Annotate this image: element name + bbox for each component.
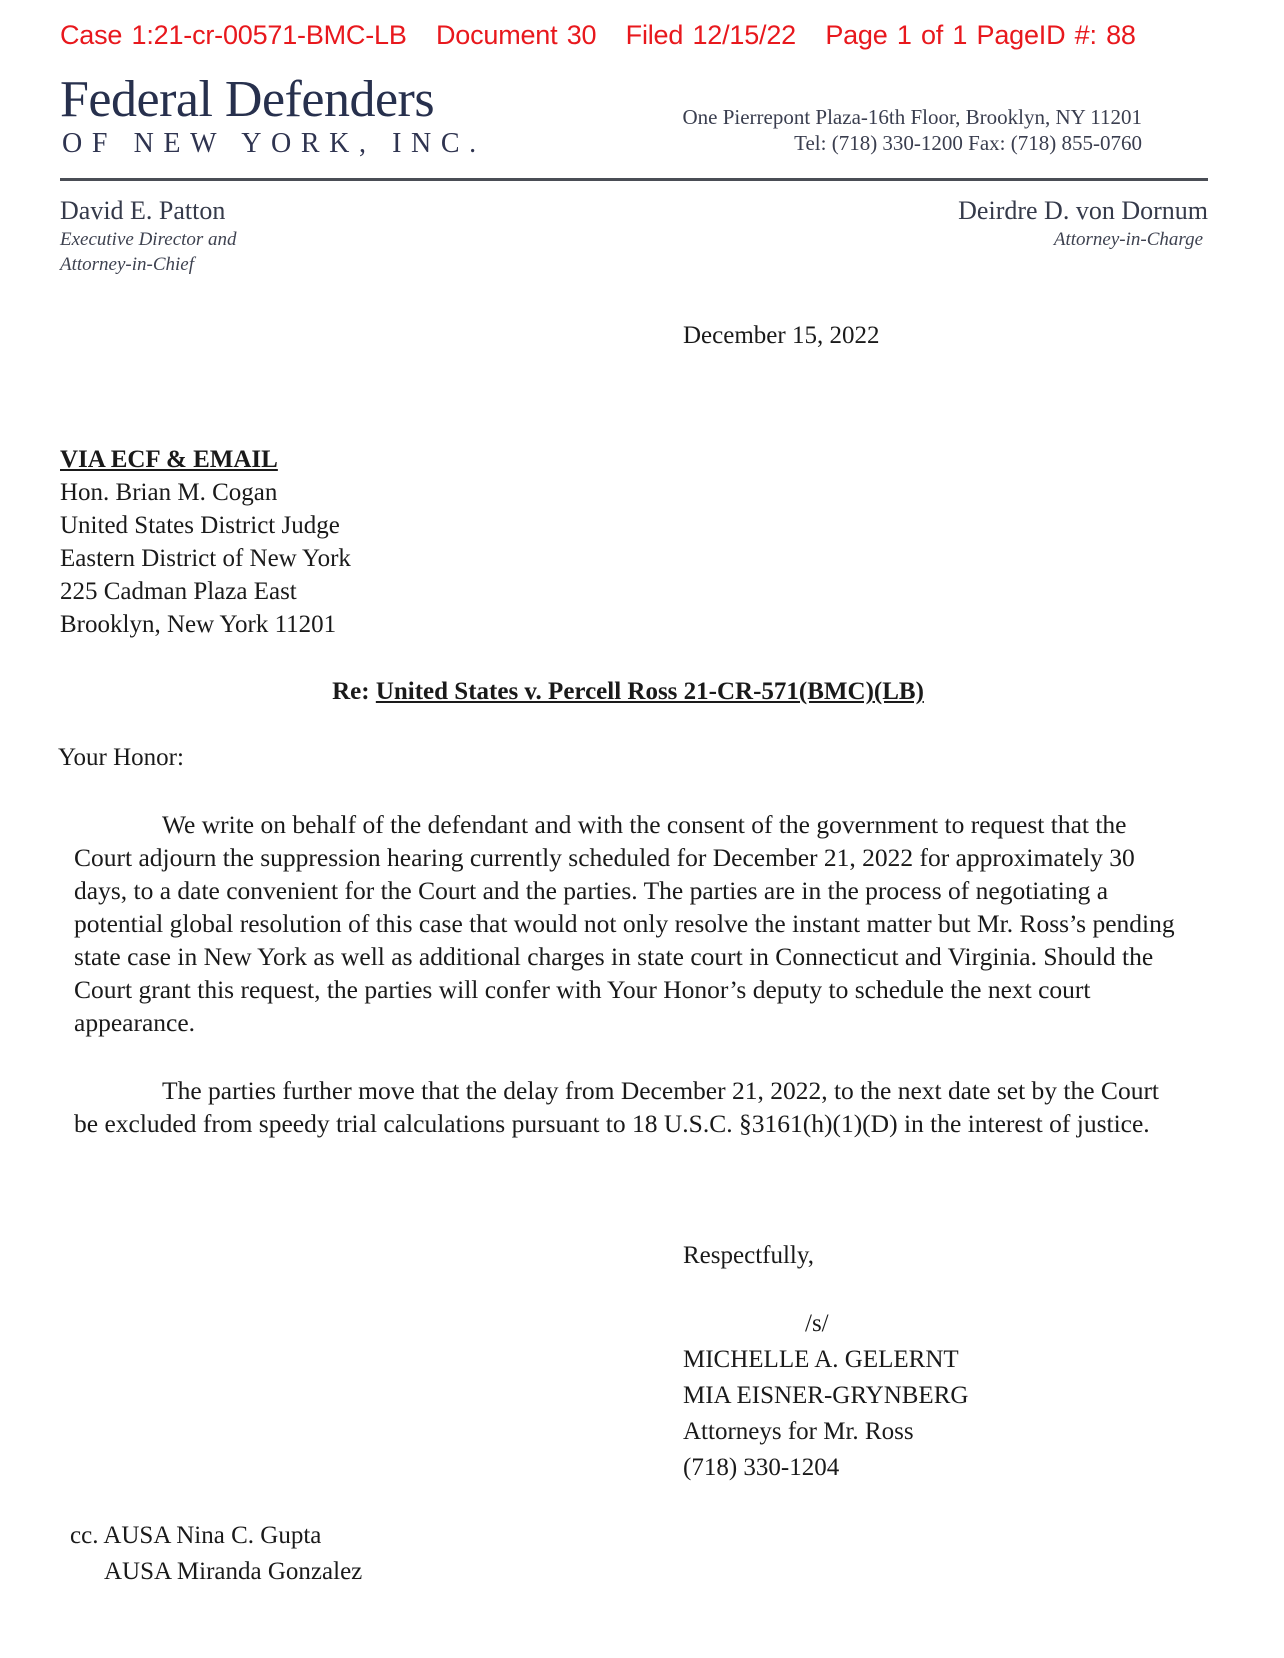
salutation: Your Honor: [58,744,184,771]
addressee-block [60,443,351,641]
filing-stamp [60,20,1156,51]
left-officer-name: David E. Patton [60,196,226,225]
signatory-role: Attorneys for Mr. Ross [683,1418,914,1445]
addressee-line: Brooklyn, New York 11201 [60,611,337,638]
org-address: One Pierrepont Plaza-16th Floor, Brooklyn, NY 11201 [682,105,1142,129]
cc-line-1: cc. AUSA Nina C. Gupta [70,1522,322,1549]
delivery-method: VIA ECF & EMAIL [60,446,278,473]
left-officer [60,195,237,277]
paragraph-text: The parties further move that the delay from December 21, 2022, to the next date set by the Court be excluded from speedy trial calculations pursuant to 18 U.S.C. §3161(h)(1)(D) in the interest of justice. [74,1076,1160,1138]
page-id: Page 1 of 1 PageID #: 88 [825,20,1136,50]
body-paragraph-2 [74,1074,1184,1140]
cc-line-2: AUSA Miranda Gonzalez [104,1558,363,1585]
right-officer-title: Attorney-in-Charge [1053,229,1203,250]
cc-block [70,1518,362,1590]
right-officer [958,195,1208,252]
re-case-title: United States v. Percell Ross 21-CR-571(BMC)(LB) [375,678,924,705]
left-officer-title-1: Executive Director and [60,229,237,250]
re-label: Re: [332,678,370,705]
org-subtitle: OF NEW YORK, INC. [62,128,486,159]
addressee-line: Hon. Brian M. Cogan [60,479,278,506]
filed-date: Filed 12/15/22 [625,20,796,50]
signatory-name: MICHELLE A. GELERNT [683,1346,959,1373]
signature-mark: /s/ [805,1310,829,1337]
closing: Respectfully, [683,1242,814,1269]
org-address-block [682,104,1142,156]
signatory-phone: (718) 330-1204 [683,1454,840,1481]
addressee-line: 225 Cadman Plaza East [60,578,297,605]
left-officer-title-2: Attorney-in-Chief [60,254,195,275]
right-officer-name: Deirdre D. von Dornum [958,196,1208,225]
signatory-name: MIA EISNER-GRYNBERG [683,1382,969,1409]
signature-block [683,1306,968,1486]
re-line [0,678,1284,706]
paragraph-text: We write on behalf of the defendant and with the consent of the government to request that the Court adjourn the suppression hearing currently scheduled for December 21, 2022 for approximately 30 days, to a date convenient for the Court and the parties. The parties are in the process of negotiating a potential global resolution of this case that would not only resolve the instant matter but Mr. Ross’s pending state case in New York as well as additional charges in state court in Connecticut and Virginia. Should the Court grant this request, the parties will confer with Your Honor’s deputy to schedule the next court appearance. [74,810,1175,1037]
document-number: Document 30 [435,20,597,50]
org-phone: Tel: (718) 330-1200 Fax: (718) 855-0760 [794,131,1142,155]
addressee-line: United States District Judge [60,512,340,539]
body-paragraph-1 [74,808,1184,1039]
org-name: Federal Defenders [60,71,435,128]
letterhead-divider [60,178,1208,181]
case-number: Case 1:21-cr-00571-BMC-LB [60,20,407,50]
addressee-line: Eastern District of New York [60,545,351,572]
letter-date: December 15, 2022 [683,322,880,349]
